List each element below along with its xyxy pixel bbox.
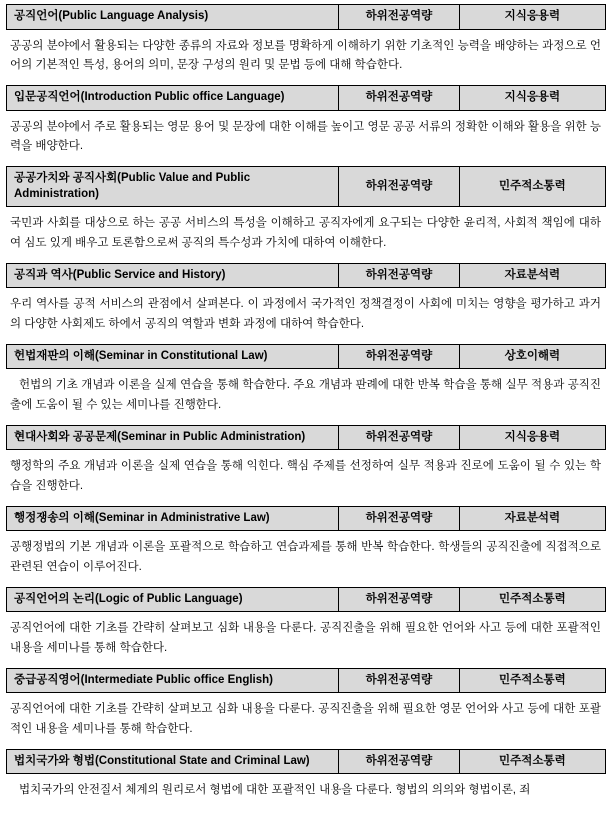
course-entry bbox=[6, 166, 605, 254]
course-description: 헌법의 기초 개념과 이론을 실제 연습을 통해 학습한다. 주요 개념과 판례에 대한 반복 학습을 통해 실무 적용과 공직진출에 도움이 될 수 있는 세미나를 진행한다. bbox=[10, 379, 601, 411]
course-category: 하위전공역량 bbox=[339, 167, 460, 207]
course-category: 하위전공역량 bbox=[339, 668, 460, 693]
course-description: 공직언어에 대한 기초를 간략히 살펴보고 심화 내용을 다룬다. 공직진출을 위해 필요한 영문 언어와 사고 등에 대한 포괄적인 내용을 세미나를 통해 학습한다. bbox=[10, 703, 601, 736]
course-competency: 자료분석력 bbox=[459, 263, 605, 288]
course-title: 공공가치와 공직사회(Public Value and Public Administration) bbox=[7, 167, 339, 207]
course-description: 행정학의 주요 개념과 이론을 실제 연습을 통해 익힌다. 핵심 주제를 선정하여 실무 적용과 진로에 도움이 될 수 있는 학습을 진행한다. bbox=[10, 460, 601, 493]
course-description: 우리 역사를 공적 서비스의 관점에서 살펴본다. 이 과정에서 국가적인 정책결정이 사회에 미치는 영향을 평가하고 과거의 다양한 사회제도 하에서 공직의 역할과 변화 과정에 대하여 학습한다. bbox=[10, 298, 601, 330]
course-category: 하위전공역량 bbox=[339, 425, 460, 450]
course-entry bbox=[6, 425, 605, 497]
course-description: 공공의 분야에서 활용되는 다양한 종류의 자료와 정보를 명확하게 이해하기 위한 기초적인 능력을 배양하는 과정으로 언어의 기본적인 특성, 용어의 의미, 문장 구성의 원리 및 문법 등에 대해 학습한다. bbox=[10, 39, 601, 72]
course-competency: 자료분석력 bbox=[459, 506, 605, 531]
course-title: 공직언어의 논리(Logic of Public Language) bbox=[7, 587, 339, 612]
course-entry bbox=[6, 749, 605, 801]
course-competency: 상호이해력 bbox=[459, 344, 605, 369]
course-list bbox=[6, 4, 605, 801]
course-title: 공직언어(Public Language Analysis) bbox=[7, 5, 339, 30]
course-description: 법치국가의 안전질서 체계의 원리로서 형법에 대한 포괄적인 내용을 다룬다. 형법의 의의와 형법이론, 죄 bbox=[19, 784, 531, 797]
course-entry bbox=[6, 263, 605, 335]
course-description: 공직언어에 대한 기초를 간략히 살펴보고 심화 내용을 다룬다. 공직진출을 위해 필요한 언어와 사고 등에 대한 포괄적인 내용을 세미나를 통해 학습한다. bbox=[10, 622, 601, 655]
course-category: 하위전공역량 bbox=[339, 263, 460, 288]
course-category: 하위전공역량 bbox=[339, 587, 460, 612]
course-competency: 지식응용력 bbox=[459, 425, 605, 450]
course-header-row bbox=[6, 344, 606, 370]
course-competency: 민주적소통력 bbox=[459, 668, 605, 693]
course-category: 하위전공역량 bbox=[339, 344, 460, 369]
course-entry bbox=[6, 506, 605, 578]
course-competency: 민주적소통력 bbox=[459, 749, 605, 774]
course-category: 하위전공역량 bbox=[339, 86, 460, 111]
course-category: 하위전공역량 bbox=[339, 506, 460, 531]
course-competency: 지식응용력 bbox=[459, 5, 605, 30]
course-title: 헌법재판의 이해(Seminar in Constitutional Law) bbox=[7, 344, 339, 369]
course-description: 공행정법의 기본 개념과 이론을 포괄적으로 학습하고 연습과제를 통해 반복 학습한다. 학생들의 공직진출에 직접적으로 관련된 연습이 이루어진다. bbox=[10, 541, 601, 574]
course-title: 입문공직언어(Introduction Public office Language) bbox=[7, 86, 339, 111]
course-description: 국민과 사회를 대상으로 하는 공공 서비스의 특성을 이해하고 공직자에게 요구되는 다양한 윤리적, 사회적 책임에 대하여 심도 있게 배우고 토론함으로써 공직의 특수성과 가치에 대하여 이해한다. bbox=[10, 217, 601, 249]
course-title: 공직과 역사(Public Service and History) bbox=[7, 263, 339, 288]
course-category: 하위전공역량 bbox=[339, 749, 460, 774]
course-entry bbox=[6, 668, 605, 740]
course-competency: 민주적소통력 bbox=[459, 587, 605, 612]
course-entry bbox=[6, 85, 605, 157]
course-competency: 지식응용력 bbox=[459, 86, 605, 111]
course-header-row bbox=[6, 85, 606, 111]
course-header-row bbox=[6, 166, 606, 207]
course-title: 현대사회와 공공문제(Seminar in Public Administration) bbox=[7, 425, 339, 450]
course-header-row bbox=[6, 506, 606, 532]
course-entry bbox=[6, 4, 605, 76]
course-title: 행정쟁송의 이해(Seminar in Administrative Law) bbox=[7, 506, 339, 531]
course-competency: 민주적소통력 bbox=[459, 167, 605, 207]
course-entry bbox=[6, 344, 605, 416]
course-title: 중급공직영어(Intermediate Public office English) bbox=[7, 668, 339, 693]
course-header-row bbox=[6, 263, 606, 289]
course-title: 법치국가와 형법(Constitutional State and Criminal Law) bbox=[7, 749, 339, 774]
course-category: 하위전공역량 bbox=[339, 5, 460, 30]
course-header-row bbox=[6, 425, 606, 451]
course-header-row bbox=[6, 668, 606, 694]
course-header-row bbox=[6, 587, 606, 613]
course-entry bbox=[6, 587, 605, 659]
course-header-row bbox=[6, 749, 606, 775]
course-header-row bbox=[6, 4, 606, 30]
course-description: 공공의 분야에서 주로 활용되는 영문 용어 및 문장에 대한 이해를 높이고 영문 공공 서류의 정확한 이해와 활용을 위한 능력을 배양한다. bbox=[10, 120, 601, 153]
